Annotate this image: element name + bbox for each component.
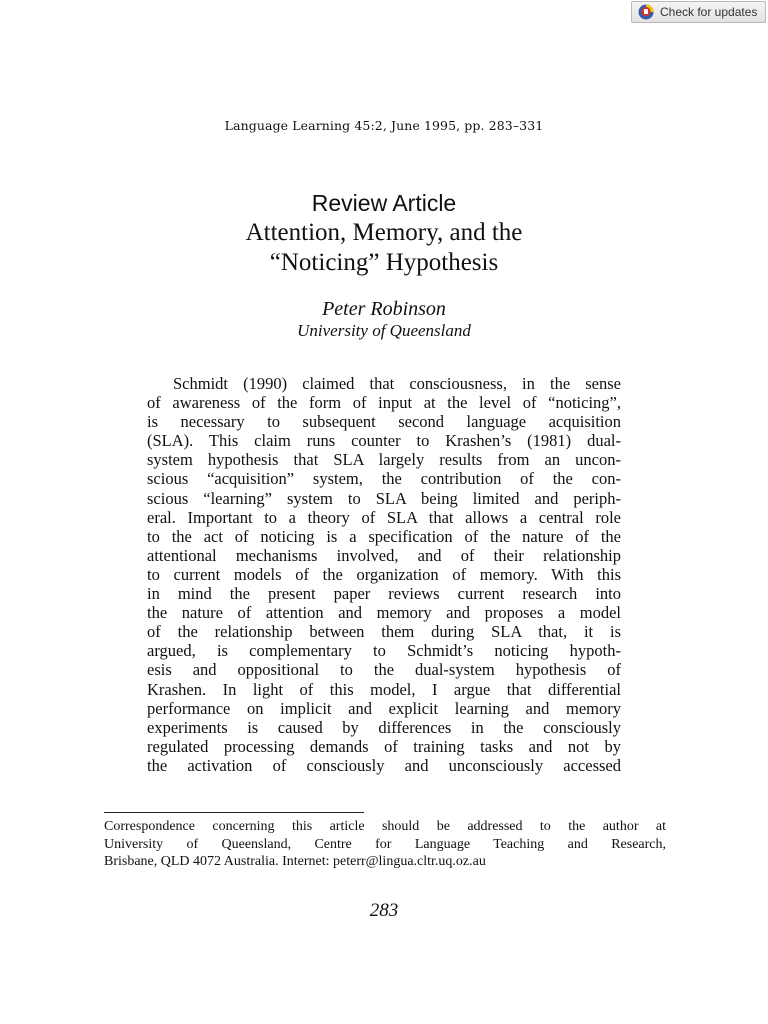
- abstract-line: the nature of attention and memory and proposes a model: [147, 603, 621, 623]
- page-number: 283: [369, 900, 399, 921]
- abstract-line: of awareness of the form of input at the level of “noticing”,: [147, 393, 621, 413]
- abstract-line: to current models of the organization of memory. With this: [147, 564, 621, 584]
- check-for-updates-button[interactable]: [631, 1, 766, 23]
- footnote-line: Brisbane, QLD 4072 Australia. Internet: peterr@lingua.cltr.uq.oz.au: [104, 854, 486, 869]
- abstract-line: (SLA). This claim runs counter to Krashen’s (1981) dual-: [147, 431, 621, 451]
- article-type-label: Review Article: [311, 190, 457, 216]
- abstract-line: the activation of consciously and unconsciously accessed: [147, 755, 621, 775]
- abstract-line: regulated processing demands of training tasks and not by: [147, 736, 621, 756]
- footnote-line: Correspondence concerning this article should be addressed to the author at: [104, 819, 666, 834]
- abstract-line: attentional mechanisms involved, and of their relationship: [147, 545, 621, 565]
- check-for-updates-label: Check for updates: [660, 5, 758, 19]
- abstract-line: Krashen. In light of this model, I argue that differential: [147, 679, 621, 699]
- abstract-paragraph: [147, 374, 621, 775]
- article-title-line-1: Attention, Memory, and the: [245, 219, 523, 246]
- abstract-line: eral. Important to a theory of SLA that allows a central role: [147, 507, 621, 527]
- abstract-line: of the relationship between them during SLA that, it is: [147, 622, 621, 642]
- abstract-line: esis and oppositional to the dual-system hypothesis of: [147, 660, 621, 680]
- abstract-line: Schmidt (1990) claimed that consciousness, in the sense: [173, 374, 621, 393]
- footnote-line: University of Queensland, Centre for Language Teaching and Research,: [104, 836, 666, 852]
- abstract-line: experiments is caused by differences in the consciously: [147, 717, 621, 737]
- abstract-line: argued, is complementary to Schmidt’s noticing hypoth-: [147, 641, 621, 661]
- abstract-line: scious “acquisition” system, the contribution of the con-: [147, 469, 621, 489]
- abstract-line: performance on implicit and explicit learning and memory: [147, 698, 621, 718]
- abstract-line: is necessary to subsequent second language acquisition: [147, 412, 621, 432]
- abstract-line: to the act of noticing is a specification of the nature of the: [147, 526, 621, 546]
- journal-citation: Language Learning 45:2, June 1995, pp. 283–331: [224, 118, 544, 133]
- correspondence-footnote: [104, 818, 666, 871]
- footnote-divider: [104, 812, 364, 813]
- abstract-line: scious “learning” system to SLA being limited and periph-: [147, 488, 621, 508]
- author-affiliation: University of Queensland: [297, 321, 471, 340]
- article-title-line-2: “Noticing” Hypothesis: [269, 249, 499, 276]
- abstract-line: system hypothesis that SLA largely results from an uncon-: [147, 450, 621, 470]
- author-name: Peter Robinson: [322, 298, 446, 320]
- abstract-line: in mind the present paper reviews current research into: [147, 584, 621, 604]
- crossmark-icon: [638, 4, 654, 20]
